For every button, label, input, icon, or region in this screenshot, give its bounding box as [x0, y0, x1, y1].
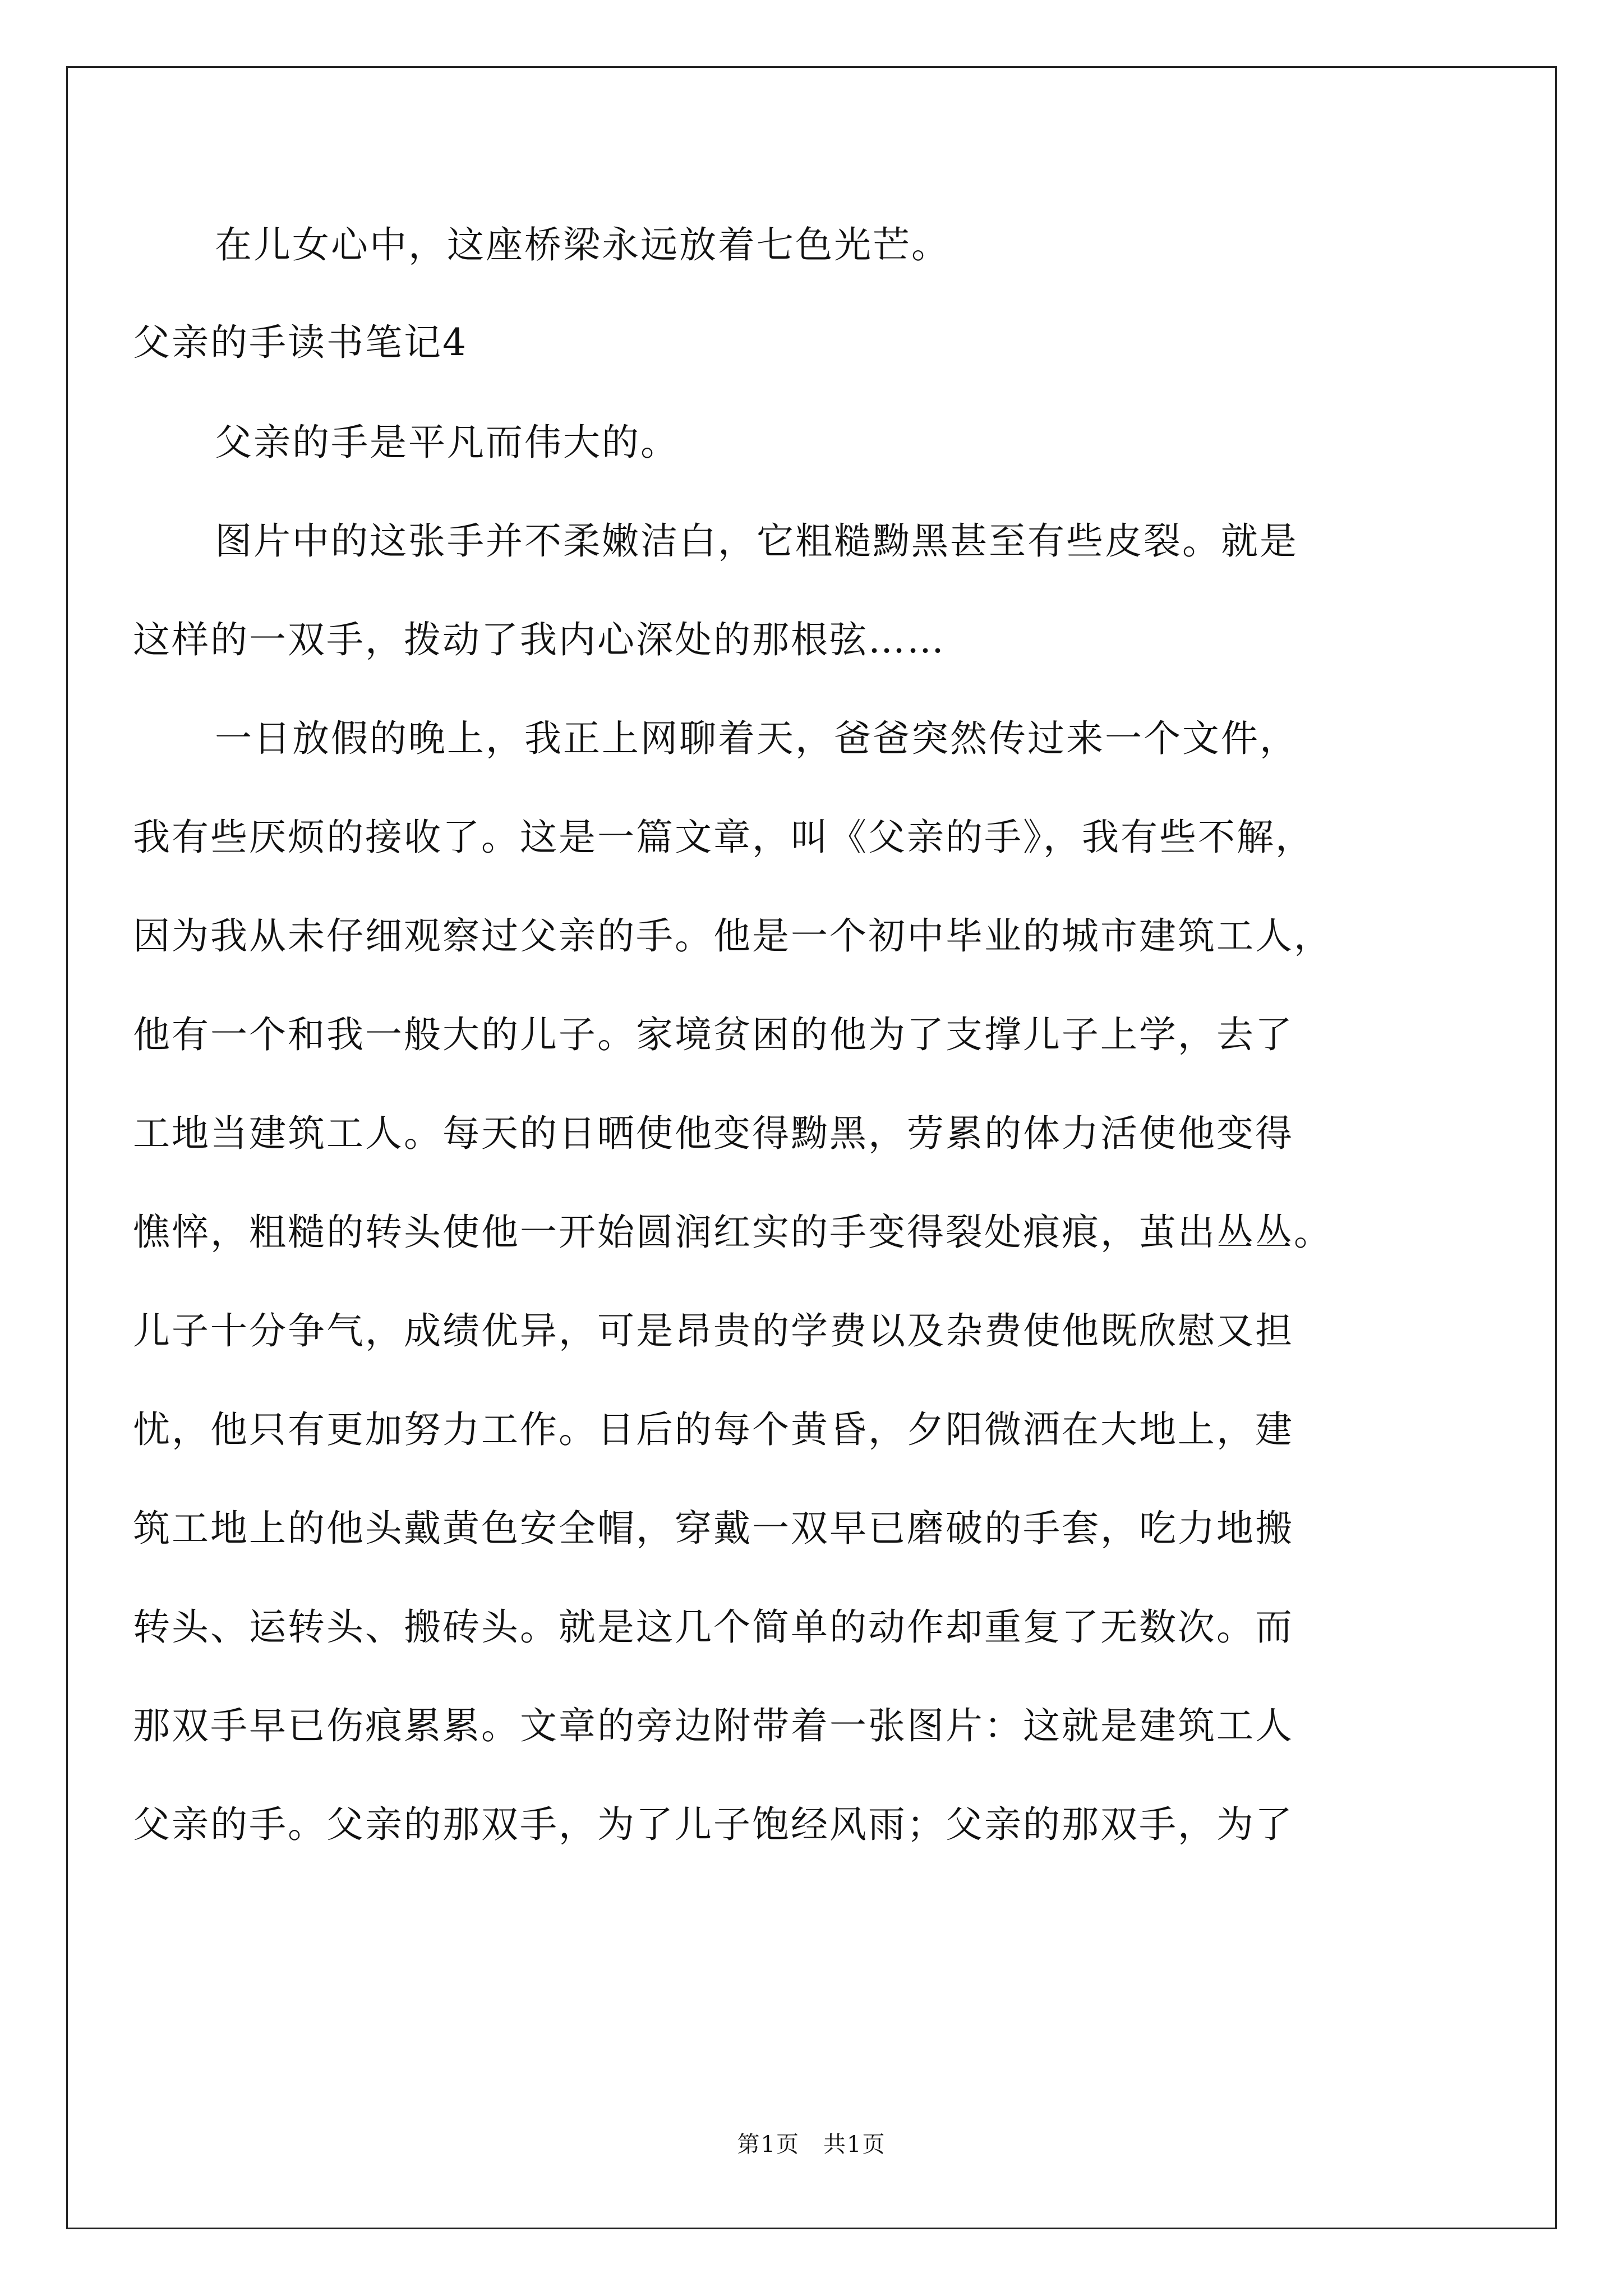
- paragraph-line: 憔悴，粗糙的转头使他一开始圆润红实的手变得裂处痕痕，茧出丛丛。: [133, 1211, 1332, 1254]
- paragraph-line: 筑工地上的他头戴黄色安全帽，穿戴一双早已磨破的手套，吃力地搬: [133, 1507, 1294, 1550]
- paragraph-line: 儿子十分争气，成绩优异，可是昂贵的学费以及杂费使他既欣慰又担: [133, 1309, 1294, 1352]
- paragraph-line: 在儿女心中，这座桥梁永远放着七色光芒。: [215, 223, 950, 266]
- paragraph-line: 因为我从未仔细观察过父亲的手。他是一个初中毕业的城市建筑工人，: [133, 914, 1332, 958]
- paragraph-line: 图片中的这张手并不柔嫩洁白，它粗糙黝黑甚至有些皮裂。就是: [215, 519, 1298, 563]
- paragraph-line: 转头、运转头、搬砖头。就是这几个简单的动作却重复了无数次。而: [133, 1605, 1294, 1649]
- paragraph-line: 父亲的手是平凡而伟大的。: [215, 421, 679, 464]
- paragraph-line: 我有些厌烦的接收了。这是一篇文章，叫《父亲的手》，我有些不解，: [133, 816, 1314, 859]
- section-heading: 父亲的手读书笔记4: [133, 321, 468, 364]
- paragraph-line: 工地当建筑工人。每天的日晒使他变得黝黑，劳累的体力活使他变得: [133, 1112, 1294, 1155]
- paragraph-line: 那双手早已伤痕累累。文章的旁边附带着一张图片：这就是建筑工人: [133, 1704, 1294, 1747]
- page-number: 第1页 共1页: [737, 2132, 886, 2157]
- paragraph-line: 父亲的手。父亲的那双手，为了儿子饱经风雨；父亲的那双手，为了: [133, 1803, 1294, 1846]
- paragraph-line: 这样的一双手，拨动了我内心深处的那根弦……: [133, 618, 946, 661]
- paragraph-line: 一日放假的晚上，我正上网聊着天，爸爸突然传过来一个文件，: [215, 717, 1298, 760]
- paragraph-line: 忧，他只有更加努力工作。日后的每个黄昏，夕阳微洒在大地上，建: [133, 1408, 1294, 1451]
- paragraph-line: 他有一个和我一般大的儿子。家境贫困的他为了支撑儿子上学，去了: [133, 1013, 1294, 1056]
